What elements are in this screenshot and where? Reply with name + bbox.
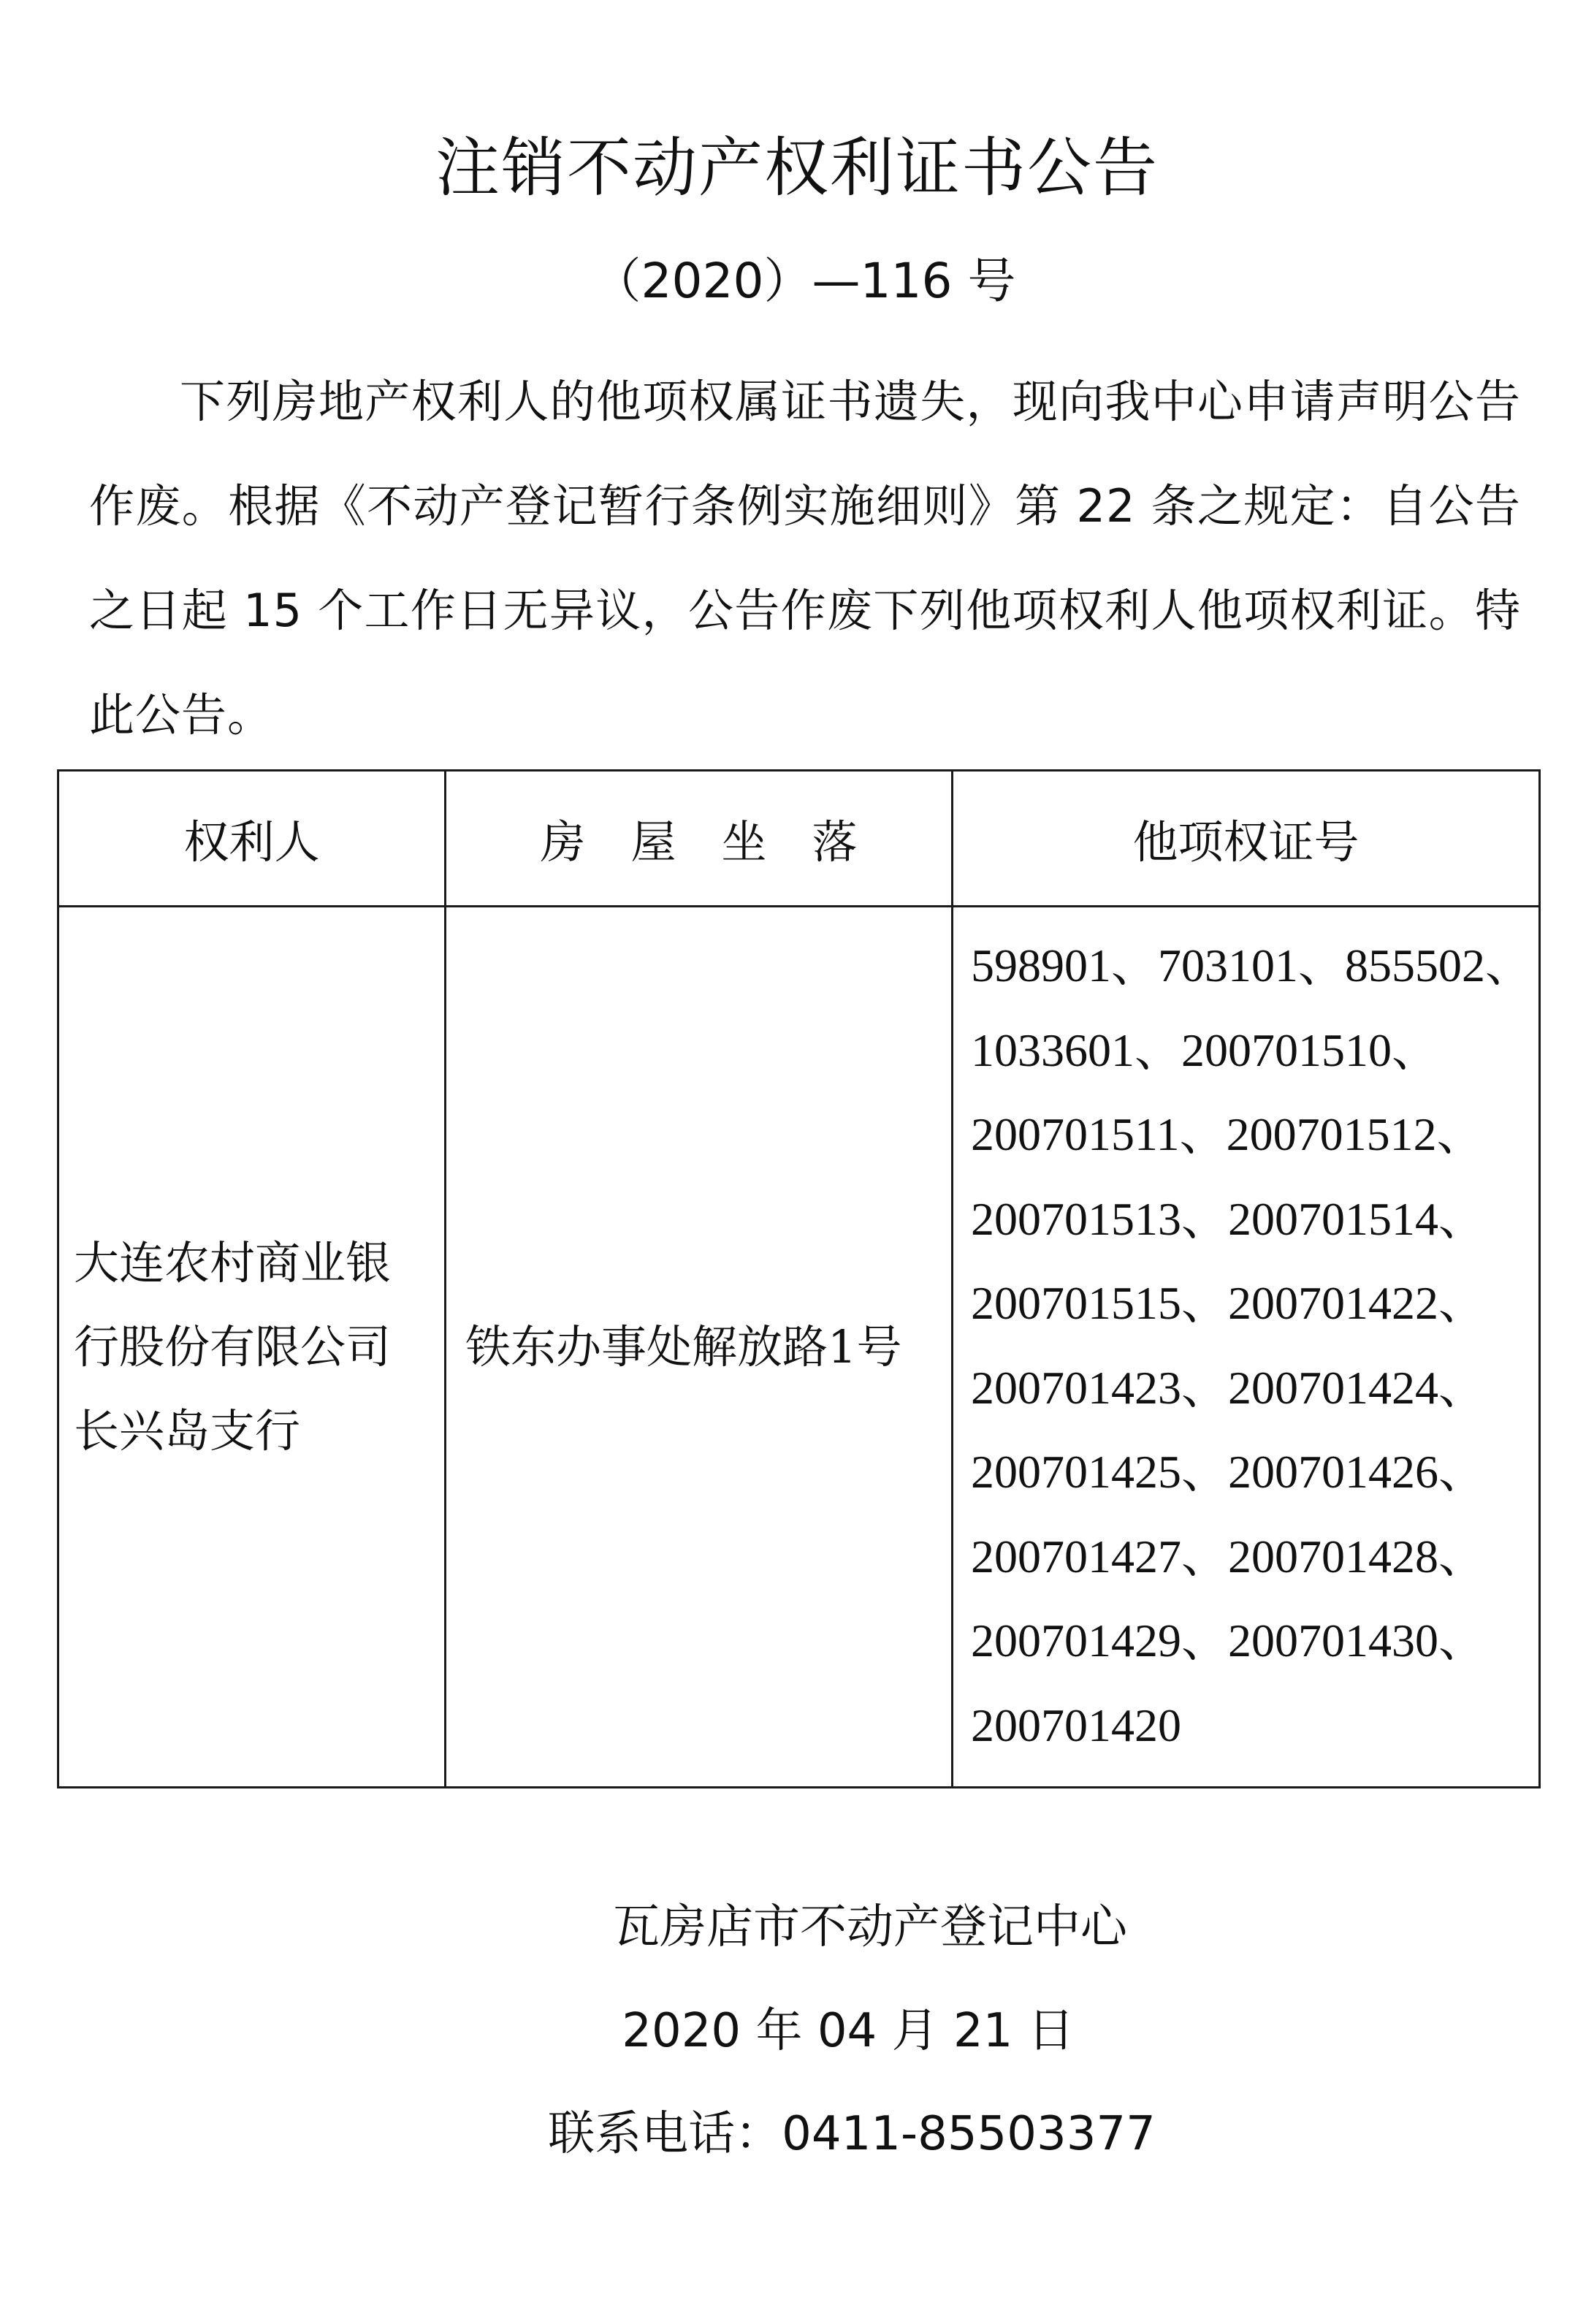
holder-line: 大连农村商业银 — [74, 1236, 392, 1289]
holder-line: 长兴岛支行 — [74, 1404, 301, 1458]
contact-phone: 联系电话：0411-85503377 — [548, 2107, 1156, 2161]
cert-line: 200701511、200701512、 — [971, 1108, 1484, 1160]
table-row — [58, 907, 1540, 1788]
cert-line: 1033601、200701510、 — [971, 1024, 1438, 1076]
header-cert-no: 他项权证号 — [953, 771, 1540, 907]
holder-cell — [58, 907, 446, 1788]
cert-line: 200701420 — [971, 1699, 1181, 1751]
cert-line: 200701513、200701514、 — [971, 1192, 1485, 1245]
cert-line: 200701429、200701430、 — [971, 1615, 1485, 1666]
table-header-row — [58, 771, 1540, 907]
certificate-table — [57, 769, 1541, 1788]
cert-line: 598901、703101、855502、 — [971, 940, 1532, 991]
cert-line: 200701427、200701428、 — [971, 1530, 1485, 1582]
notice-title: 注销不动产权利证书公告 — [435, 130, 1159, 205]
cert-line: 200701423、200701424、 — [971, 1361, 1485, 1414]
document-number: （2020）—116 号 — [592, 253, 1016, 309]
cert-numbers-cell — [953, 907, 1540, 1788]
header-location: 房 屋 坐 落 — [446, 771, 953, 907]
header-holder: 权利人 — [58, 771, 446, 907]
cert-line: 200701425、200701426、 — [971, 1446, 1485, 1498]
location-cell: 铁东办事处解放路1号 — [446, 907, 953, 1788]
issuing-organization: 瓦房店市不动产登记中心 — [613, 1900, 1127, 1954]
notice-body: 下列房地产权利人的他项权属证书遗失，现向我中心申请声明公告作废。根据《不动产登记暂行条例实施细则》第 22 条之规定：自公告之日起 15 个工作日无异议，公告作废下列他项权利人他项权利证。特此公告。 — [89, 375, 1521, 742]
cert-line: 200701515、200701422、 — [971, 1277, 1485, 1329]
holder-line: 行股份有限公司 — [74, 1320, 392, 1374]
issue-date: 2020 年 04 月 21 日 — [622, 2004, 1075, 2058]
